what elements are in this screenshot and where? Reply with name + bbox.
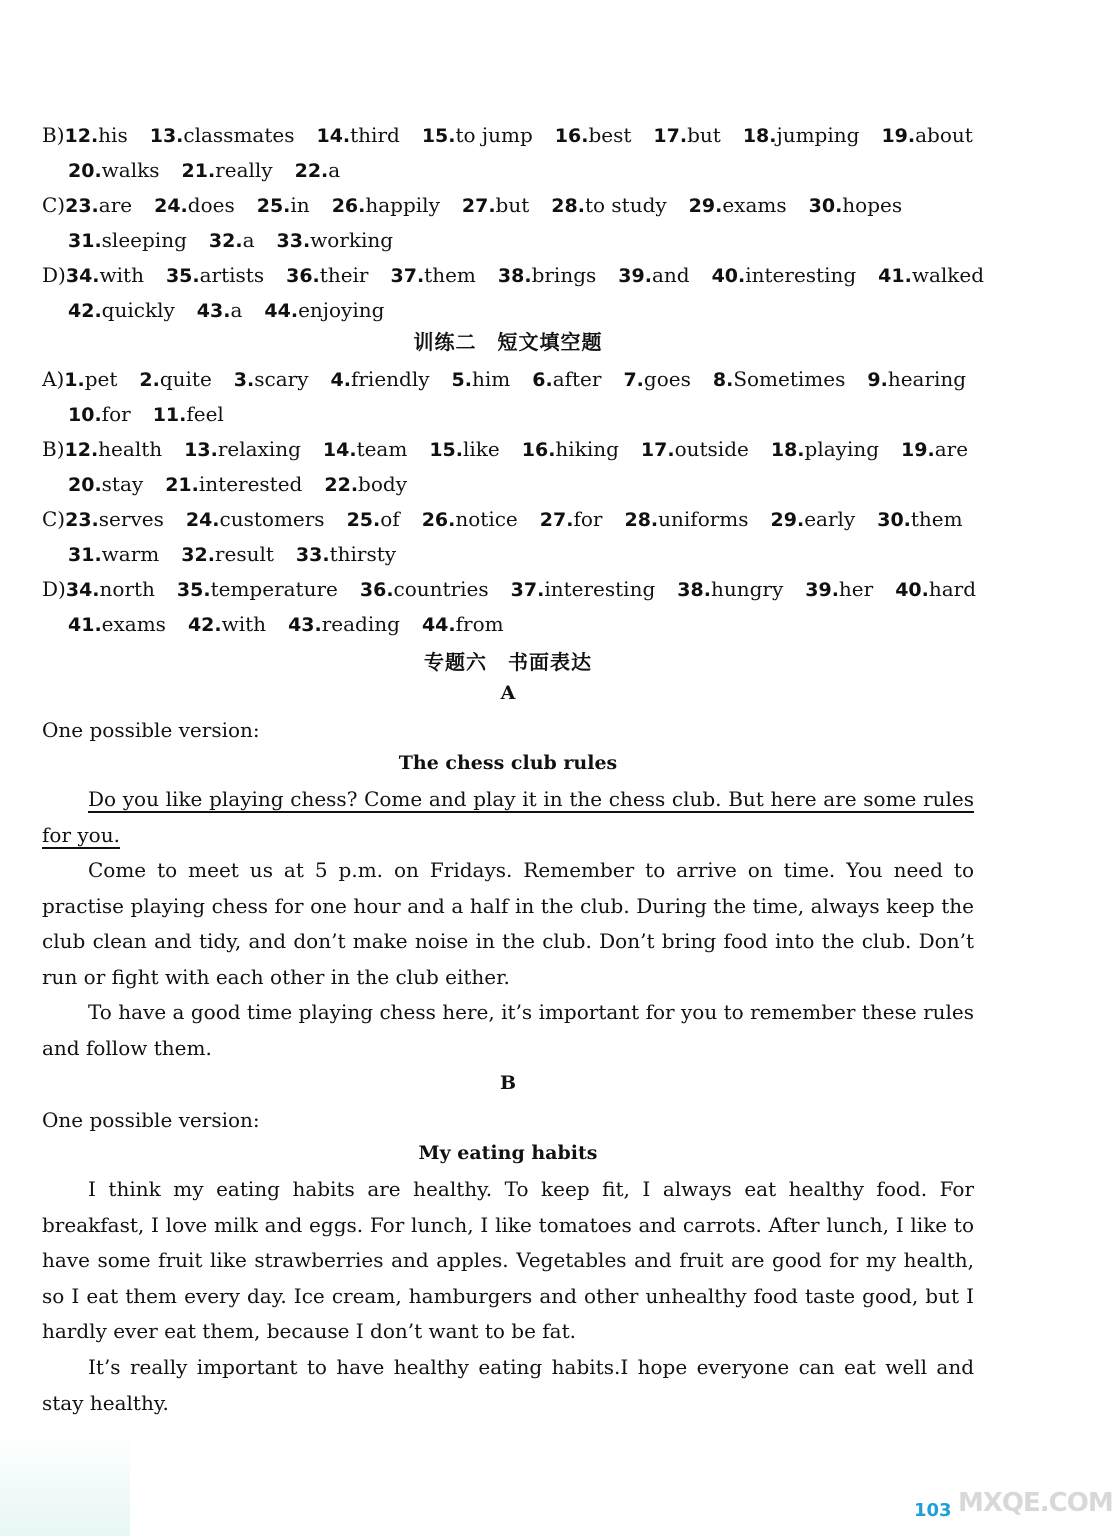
answer-item — [422, 502, 518, 537]
answer-number: 17. — [653, 125, 688, 147]
answer-number: 12. — [64, 125, 99, 147]
answer-number: 32. — [208, 230, 243, 252]
answer-word: with — [221, 612, 267, 636]
answer-item — [184, 432, 301, 467]
answer-word: early — [804, 507, 856, 531]
answer-item — [689, 188, 787, 223]
answer-number: 24. — [185, 509, 220, 531]
answer-number: 38. — [497, 265, 532, 287]
part-a-paragraph-3: To have a good time playing chess here, it’s important for you to remember these rules and follow them. — [42, 1000, 974, 1060]
answer-item — [498, 258, 596, 293]
answer-line — [42, 502, 985, 536]
answer-number: 31. — [68, 544, 102, 566]
answer-word: them — [424, 263, 476, 287]
answer-item — [150, 118, 295, 153]
section-heading-3: 专题六 书面表达 — [424, 650, 592, 674]
answer-word: hopes — [842, 193, 903, 217]
answer-item — [867, 362, 966, 397]
answer-line — [68, 467, 429, 501]
answer-number: 28. — [624, 509, 659, 531]
part-b-paragraph-1: I think my eating habits are healthy. To keep fit, I always eat healthy food. For breakfast, I love milk and eggs. For lunch, I like tomatoes and carrots. After lunch, I like to have some fruit like strawberries and apples. Vegetables and fruit are good for my health, so I eat them every day. Ice cream, hamburgers and other unhealthy food taste good, but I hardly ever eat them, because I don’t want to be fat. — [42, 1177, 974, 1343]
answer-item — [153, 397, 224, 432]
answer-number: 27. — [539, 509, 574, 531]
answer-item — [712, 258, 857, 293]
answer-word: customers — [219, 507, 325, 531]
answer-word: their — [319, 263, 369, 287]
answer-word: hard — [928, 577, 977, 601]
answer-number: 34. — [65, 265, 100, 287]
answer-word: reading — [321, 612, 400, 636]
answer-number: 8. — [712, 369, 734, 391]
answer-word: north — [99, 577, 155, 601]
answer-word: of — [380, 507, 400, 531]
answer-word: a — [230, 298, 243, 322]
answer-number: 10. — [68, 404, 102, 426]
part-a-title: The chess club rules — [398, 752, 618, 774]
answer-number: 30. — [808, 195, 843, 217]
answer-line — [68, 293, 406, 327]
answer-word: but — [687, 123, 721, 147]
answer-line — [42, 188, 924, 222]
answer-word: about — [915, 123, 973, 147]
answer-number: 18. — [770, 439, 805, 461]
answer-word: third — [350, 123, 400, 147]
answer-item — [316, 118, 399, 153]
answer-word: after — [552, 367, 602, 391]
answer-item — [623, 362, 690, 397]
answer-word: feel — [186, 402, 224, 426]
answer-number: 40. — [895, 579, 929, 601]
answer-number: 23. — [65, 509, 99, 531]
answer-line — [68, 607, 526, 641]
answer-item — [713, 362, 846, 397]
answer-item — [66, 572, 155, 607]
answer-number: 43. — [288, 614, 322, 636]
answer-word: stay — [101, 472, 144, 496]
answer-word: with — [99, 263, 144, 287]
answer-number: 9. — [867, 369, 888, 391]
answer-line — [42, 258, 1006, 292]
answer-word: uniforms — [658, 507, 749, 531]
answer-item — [331, 362, 430, 397]
answer-number: 38. — [677, 579, 711, 601]
answer-number: 43. — [196, 300, 231, 322]
answer-word: does — [187, 193, 235, 217]
answer-number: 18. — [742, 125, 777, 147]
answer-word: him — [471, 367, 511, 391]
answer-item — [65, 118, 128, 153]
answer-number: 21. — [165, 474, 199, 496]
answer-item — [68, 537, 159, 572]
answer-word: temperature — [210, 577, 338, 601]
answer-item — [881, 118, 972, 153]
answer-number: 25. — [256, 195, 291, 217]
answer-word: best — [588, 123, 632, 147]
answer-word: them — [910, 507, 963, 531]
answer-word: working — [310, 228, 394, 252]
answer-number: 19. — [881, 125, 916, 147]
answer-number: 20. — [68, 160, 102, 182]
answer-word: a — [242, 228, 255, 252]
answer-word: jumping — [776, 123, 860, 147]
answer-item — [182, 153, 273, 188]
answer-word: happily — [365, 193, 440, 217]
answer-word: team — [356, 437, 408, 461]
answer-item — [68, 467, 143, 502]
answer-word: pet — [84, 367, 118, 391]
answer-line — [42, 118, 995, 152]
answer-item — [288, 607, 400, 642]
answer-item — [422, 118, 533, 153]
answer-item — [165, 467, 302, 502]
answer-word: hungry — [710, 577, 784, 601]
answer-group-label: A) — [42, 367, 65, 391]
answer-number: 42. — [187, 614, 222, 636]
answer-number: 7. — [623, 369, 644, 391]
answer-word: in — [290, 193, 310, 217]
answer-item — [422, 607, 504, 642]
answer-number: 11. — [152, 404, 187, 426]
answer-item — [743, 118, 860, 153]
answer-item — [624, 502, 748, 537]
answer-word: are — [98, 193, 133, 217]
answer-item — [323, 432, 407, 467]
answer-number: 44. — [421, 614, 456, 636]
answer-item — [68, 293, 175, 328]
answer-number: 40. — [711, 265, 746, 287]
answer-word: and — [651, 263, 690, 287]
answer-word: quite — [159, 367, 212, 391]
answer-item — [809, 188, 903, 223]
answer-item — [68, 223, 187, 258]
answer-word: really — [215, 158, 273, 182]
answer-word: goes — [643, 367, 691, 391]
part-b-title: My eating habits — [418, 1142, 598, 1164]
answer-item — [653, 118, 720, 153]
answer-word: result — [214, 542, 274, 566]
answer-item — [391, 258, 476, 293]
answer-number: 39. — [805, 579, 839, 601]
answer-line — [68, 537, 418, 571]
answer-line — [42, 362, 988, 396]
answer-number: 1. — [64, 369, 85, 391]
answer-group-label: C) — [42, 507, 66, 531]
answer-number: 5. — [451, 369, 472, 391]
answer-item — [641, 432, 749, 467]
answer-word: outside — [674, 437, 749, 461]
answer-item — [65, 502, 164, 537]
answer-word: interesting — [745, 263, 857, 287]
answer-item — [551, 188, 666, 223]
answer-item — [295, 153, 341, 188]
answer-item — [332, 188, 440, 223]
answer-word: to study — [584, 193, 667, 217]
answer-number: 44. — [264, 300, 299, 322]
answer-item — [771, 432, 879, 467]
answer-item — [68, 607, 166, 642]
answer-word: sleeping — [101, 228, 187, 252]
part-b-intro: One possible version: — [42, 1108, 260, 1132]
answer-line — [68, 223, 415, 257]
answer-item — [324, 467, 407, 502]
answer-word: warm — [101, 542, 160, 566]
answer-word: from — [455, 612, 504, 636]
answer-number: 22. — [294, 160, 329, 182]
answer-number: 34. — [65, 579, 100, 601]
part-a-paragraph-2: Come to meet us at 5 p.m. on Fridays. Remember to arrive on time. You need to practise playing chess for one hour and a half in the club. During the time, always keep the club clean and tidy, and don’t make noise in the club. Don’t bring food into the club. Don’t run or fight with each other in the club either. — [42, 858, 974, 989]
answer-number: 13. — [149, 125, 184, 147]
answer-word: exams — [101, 612, 166, 636]
answer-number: 39. — [618, 265, 652, 287]
answer-word: interested — [198, 472, 303, 496]
answer-number: 42. — [68, 300, 102, 322]
answer-number: 17. — [640, 439, 675, 461]
part-b-letter: B — [499, 1072, 517, 1094]
answer-item — [771, 502, 856, 537]
answer-number: 2. — [139, 369, 160, 391]
answer-word: hiking — [555, 437, 619, 461]
answer-item — [186, 502, 325, 537]
answer-number: 36. — [359, 579, 394, 601]
answer-item — [188, 607, 266, 642]
answer-word: to jump — [455, 123, 533, 147]
answer-word: health — [98, 437, 163, 461]
answer-number: 27. — [461, 195, 496, 217]
answer-item — [878, 258, 984, 293]
answer-number: 36. — [286, 265, 320, 287]
answer-line — [68, 153, 362, 187]
answer-number: 35. — [165, 265, 200, 287]
answer-item — [286, 258, 368, 293]
answer-number: 32. — [181, 544, 215, 566]
answer-word: playing — [804, 437, 880, 461]
answer-item — [677, 572, 783, 607]
answer-number: 41. — [878, 265, 912, 287]
answer-number: 15. — [429, 439, 463, 461]
answer-item — [166, 258, 264, 293]
answer-number: 6. — [532, 369, 553, 391]
answer-word: serves — [98, 507, 164, 531]
answer-item — [197, 293, 243, 328]
answer-number: 31. — [68, 230, 102, 252]
answer-number: 21. — [181, 160, 216, 182]
answer-item — [139, 362, 211, 397]
answer-number: 12. — [64, 439, 99, 461]
answer-number: 33. — [295, 544, 330, 566]
part-b-paragraph-2: It’s really important to have healthy eating habits.I hope everyone can eat well and stay healthy. — [42, 1355, 974, 1415]
answer-number: 15. — [421, 125, 456, 147]
answer-item — [532, 362, 601, 397]
answer-number: 30. — [877, 509, 911, 531]
answer-word: exams — [722, 193, 787, 217]
answer-number: 22. — [324, 474, 359, 496]
answer-number: 26. — [331, 195, 366, 217]
answer-item — [901, 432, 968, 467]
answer-item — [540, 502, 603, 537]
answer-word: classmates — [183, 123, 295, 147]
answer-item — [511, 572, 656, 607]
answer-number: 16. — [521, 439, 556, 461]
answer-group-label: B) — [42, 123, 65, 147]
answer-item — [65, 188, 132, 223]
answer-item — [452, 362, 511, 397]
answer-item — [181, 537, 274, 572]
answer-word: artists — [199, 263, 265, 287]
watermark: MXQE.COM — [958, 1488, 1113, 1518]
answer-line — [42, 572, 998, 606]
answer-word: her — [838, 577, 874, 601]
part-a-intro: One possible version: — [42, 718, 260, 742]
answer-group-label: D) — [42, 577, 66, 601]
answer-word: relaxing — [217, 437, 301, 461]
answer-number: 14. — [316, 125, 351, 147]
answer-word: body — [358, 472, 407, 496]
answer-item — [177, 572, 338, 607]
answer-number: 13. — [184, 439, 218, 461]
answer-item — [895, 572, 976, 607]
answer-word: brings — [531, 263, 597, 287]
answer-item — [296, 537, 396, 572]
answer-item — [264, 293, 384, 328]
answer-word: but — [495, 193, 530, 217]
answer-number: 20. — [68, 474, 102, 496]
answer-item — [805, 572, 873, 607]
answer-number: 26. — [421, 509, 456, 531]
answer-item — [257, 188, 310, 223]
answer-item — [522, 432, 619, 467]
answer-word: Sometimes — [733, 367, 846, 391]
answer-item — [618, 258, 689, 293]
answer-word: notice — [455, 507, 518, 531]
answer-word: walks — [101, 158, 160, 182]
answer-item — [209, 223, 255, 258]
answer-item — [68, 153, 160, 188]
answer-item — [64, 362, 117, 397]
answer-item — [68, 397, 131, 432]
answer-item — [154, 188, 235, 223]
answer-item — [347, 502, 400, 537]
answer-item — [360, 572, 489, 607]
answer-number: 14. — [322, 439, 357, 461]
answer-item — [66, 258, 144, 293]
answer-number: 37. — [510, 579, 545, 601]
answer-word: for — [101, 402, 131, 426]
answer-number: 41. — [68, 614, 102, 636]
answer-group-label: C) — [42, 193, 66, 217]
answer-number: 25. — [346, 509, 381, 531]
answer-number: 29. — [688, 195, 723, 217]
answer-line — [68, 397, 246, 431]
answer-number: 3. — [233, 369, 255, 391]
part-a-letter: A — [500, 682, 516, 704]
corner-tint — [0, 1430, 130, 1536]
answer-item — [65, 432, 163, 467]
answer-word: quickly — [101, 298, 175, 322]
answer-word: scary — [254, 367, 309, 391]
answer-word: walked — [911, 263, 985, 287]
answer-number: 29. — [770, 509, 805, 531]
answer-number: 24. — [154, 195, 188, 217]
answer-word: thirsty — [329, 542, 397, 566]
part-a-paragraph-1: Do you like playing chess? Come and play it in the chess club. But here are some rules for you. — [42, 787, 974, 847]
answer-number: 4. — [330, 369, 351, 391]
answer-item — [462, 188, 529, 223]
answer-word: hearing — [887, 367, 967, 391]
answer-word: friendly — [350, 367, 430, 391]
answer-number: 35. — [176, 579, 211, 601]
answer-line — [42, 432, 990, 466]
answer-item — [555, 118, 632, 153]
answer-word: his — [98, 123, 128, 147]
answer-number: 23. — [65, 195, 99, 217]
answer-word: enjoying — [298, 298, 385, 322]
answer-number: 33. — [276, 230, 311, 252]
answer-word: countries — [393, 577, 489, 601]
answer-item — [877, 502, 962, 537]
answer-number: 19. — [901, 439, 935, 461]
answer-word: like — [463, 437, 500, 461]
answer-word: a — [328, 158, 341, 182]
section-heading-2: 训练二 短文填空题 — [413, 330, 603, 354]
answer-number: 16. — [554, 125, 589, 147]
answer-word: are — [934, 437, 969, 461]
answer-item — [277, 223, 394, 258]
page-number: 103 — [914, 1500, 952, 1521]
answer-group-label: B) — [42, 437, 65, 461]
answer-item — [234, 362, 309, 397]
answer-group-label: D) — [42, 263, 66, 287]
answer-word: for — [573, 507, 603, 531]
answer-item — [429, 432, 499, 467]
answer-word: interesting — [544, 577, 656, 601]
answer-number: 37. — [390, 265, 425, 287]
answer-number: 28. — [551, 195, 585, 217]
